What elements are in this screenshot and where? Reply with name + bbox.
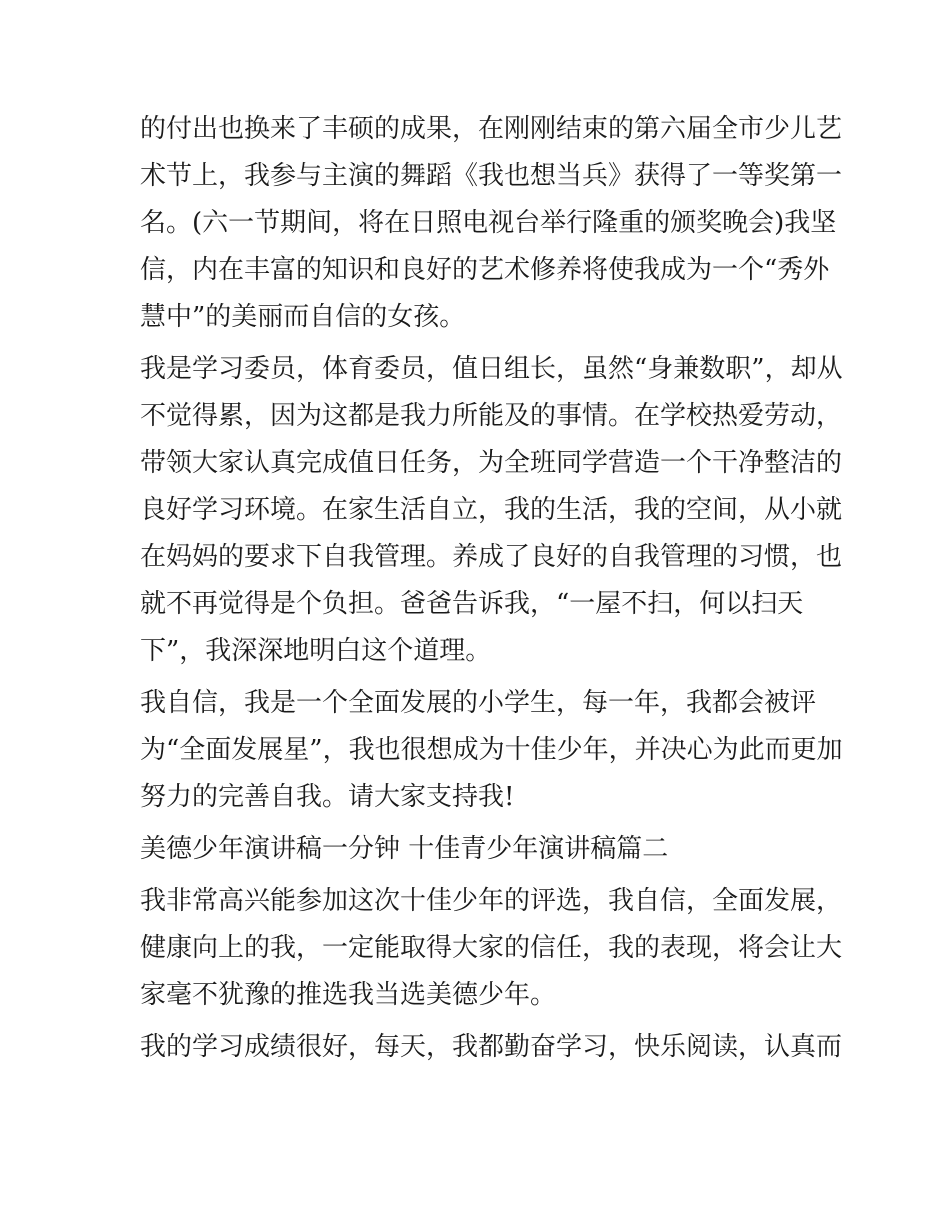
text-line: 就不再觉得是个负担。爸爸告诉我，“一屋不扫，何以扫天: [140, 589, 804, 619]
paragraph-4: [140, 878, 843, 1019]
paragraph-1: [140, 106, 843, 341]
text-line: 不觉得累，因为这都是我力所能及的事情。在学校热爱劳动，: [140, 401, 843, 431]
paragraph-5: [140, 1024, 843, 1071]
text-line: 的付出也换来了丰硕的成果，在刚刚结束的第六届全市少儿艺: [140, 114, 843, 144]
heading-line: 美德少年演讲稿一分钟 十佳青少年演讲稿篇二: [140, 834, 669, 864]
text-line: 术节上，我参与主演的舞蹈《我也想当兵》获得了一等奖第一: [140, 161, 843, 191]
text-line: 为“全面发展星”，我也很想成为十佳少年，并决心为此而更加: [140, 735, 843, 765]
paragraph-2: [140, 346, 843, 675]
section-heading: [140, 826, 820, 873]
text-line: 带领大家认真完成值日任务，为全班同学营造一个干净整洁的: [140, 448, 843, 478]
text-line: 信，内在丰富的知识和良好的艺术修养将使我成为一个“秀外: [140, 255, 830, 285]
text-line: 名。(六一节期间，将在日照电视台举行隆重的颁奖晚会)我坚: [140, 208, 837, 238]
text-line: 下”，我深深地明白这个道理。: [140, 636, 492, 666]
text-line: 良好学习环境。在家生活自立，我的生活，我的空间，从小就: [140, 495, 843, 525]
text-line: 我的学习成绩很好，每天，我都勤奋学习，快乐阅读，认真而: [140, 1032, 843, 1062]
text-line: 健康向上的我，一定能取得大家的信任，我的表现，将会让大: [140, 933, 843, 963]
text-line: 慧中”的美丽而自信的女孩。: [140, 302, 466, 332]
text-line: 我自信，我是一个全面发展的小学生，每一年，我都会被评: [140, 688, 817, 718]
text-line: 在妈妈的要求下自我管理。养成了良好的自我管理的习惯，也: [140, 542, 843, 572]
document-body: [140, 106, 843, 1071]
text-line: 我非常高兴能参加这次十佳少年的评选，我自信，全面发展，: [140, 886, 843, 916]
text-line: 努力的完善自我。请大家支持我!: [140, 782, 515, 812]
paragraph-3: [140, 680, 843, 821]
text-line: 我是学习委员，体育委员，值日组长，虽然“身兼数职”，却从: [140, 354, 843, 384]
text-line: 家毫不犹豫的推选我当选美德少年。: [140, 980, 557, 1010]
